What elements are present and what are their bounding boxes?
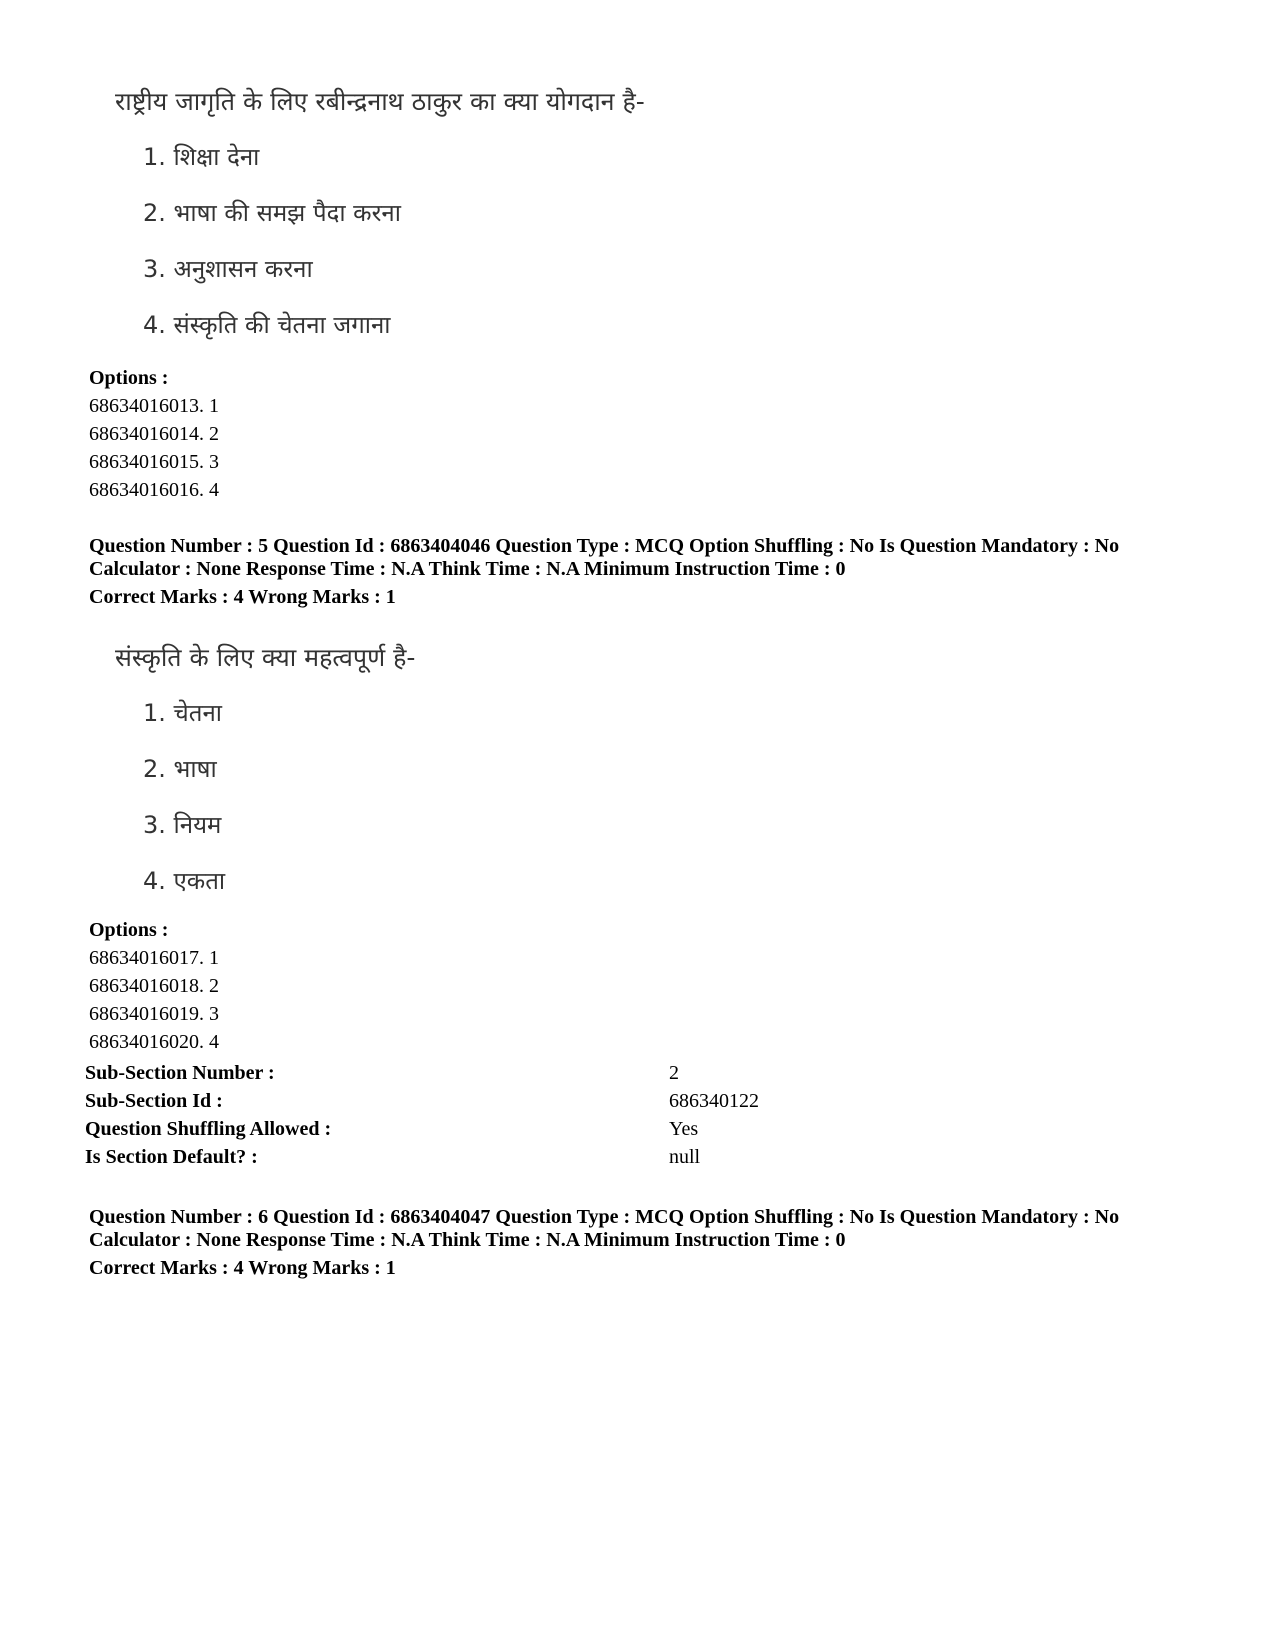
option-item: 68634016016. 4	[89, 479, 219, 501]
option-item: 68634016013. 1	[89, 395, 219, 417]
subsection-value: Yes	[669, 1118, 699, 1140]
subsection-label: Sub-Section Id :	[85, 1090, 223, 1112]
question-choice: 3. नियम	[143, 811, 222, 839]
question-choice: 4. एकता	[143, 867, 226, 895]
question-marks: Correct Marks : 4 Wrong Marks : 1	[89, 586, 396, 608]
options-label: Options :	[89, 367, 169, 389]
subsection-label: Is Section Default? :	[85, 1146, 258, 1168]
question-choice: 2. भाषा की समझ पैदा करना	[143, 199, 401, 227]
option-item: 68634016020. 4	[89, 1031, 219, 1053]
question-choice: 2. भाषा	[143, 755, 217, 783]
question-meta-line: Calculator : None Response Time : N.A Think Time : N.A Minimum Instruction Time : 0	[89, 558, 846, 580]
option-item: 68634016017. 1	[89, 947, 219, 969]
subsection-label: Question Shuffling Allowed :	[85, 1118, 332, 1140]
question-choice: 1. चेतना	[143, 699, 222, 727]
option-item: 68634016015. 3	[89, 451, 219, 473]
option-item: 68634016014. 2	[89, 423, 219, 445]
question-choice: 3. अनुशासन करना	[143, 255, 313, 283]
question-stem: राष्ट्रीय जागृति के लिए रबीन्द्रनाथ ठाकुर का क्या योगदान है-	[115, 87, 645, 116]
subsection-value: 2	[669, 1062, 679, 1084]
question-stem: संस्कृति के लिए क्या महत्वपूर्ण है-	[115, 643, 416, 672]
question-choice: 1. शिक्षा देना	[143, 143, 260, 171]
question-meta-line: Question Number : 6 Question Id : 6863404047 Question Type : MCQ Option Shuffling : No Is Question Mandatory : No	[89, 1206, 1120, 1228]
question-meta-line: Calculator : None Response Time : N.A Think Time : N.A Minimum Instruction Time : 0	[89, 1229, 846, 1251]
subsection-label: Sub-Section Number :	[85, 1062, 275, 1084]
options-label: Options :	[89, 919, 169, 941]
option-item: 68634016018. 2	[89, 975, 219, 997]
question-marks: Correct Marks : 4 Wrong Marks : 1	[89, 1257, 396, 1279]
subsection-value: 686340122	[669, 1090, 759, 1112]
subsection-value: null	[669, 1146, 701, 1168]
option-item: 68634016019. 3	[89, 1003, 219, 1025]
question-meta-line: Question Number : 5 Question Id : 6863404046 Question Type : MCQ Option Shuffling : No Is Question Mandatory : No	[89, 535, 1120, 557]
question-choice: 4. संस्कृति की चेतना जगाना	[143, 311, 391, 339]
